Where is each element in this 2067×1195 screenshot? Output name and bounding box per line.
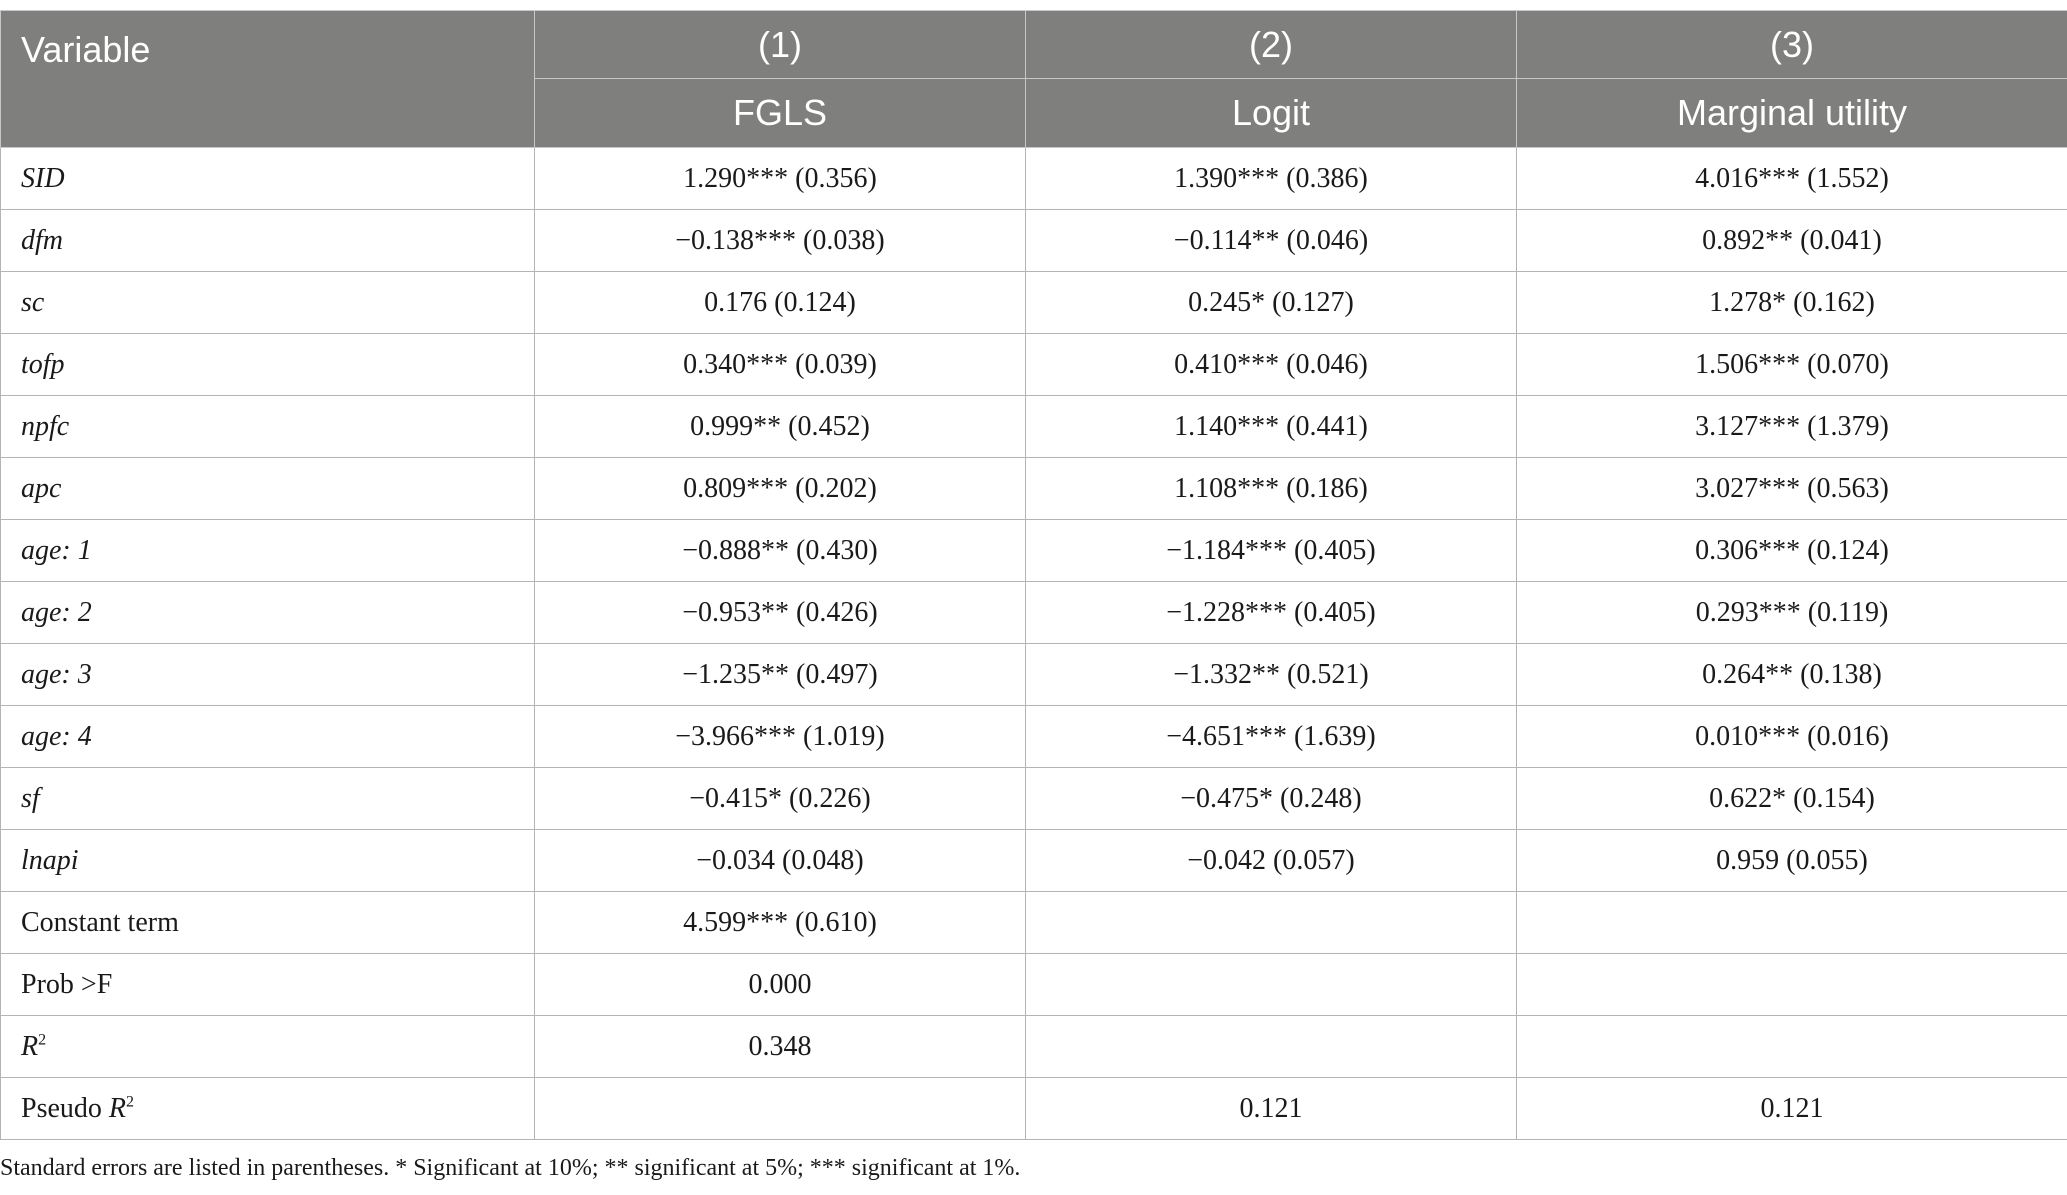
col-model-2: Logit xyxy=(1026,79,1517,148)
fgls-cell: 0.340*** (0.039) xyxy=(535,334,1026,396)
table-row xyxy=(1,644,2067,706)
logit-cell xyxy=(1026,954,1517,1016)
marginal-utility-cell: 0.622* (0.154) xyxy=(1517,768,2067,830)
col-model-3: Marginal utility xyxy=(1517,79,2067,148)
table-row xyxy=(1,458,2067,520)
table-header xyxy=(1,11,2067,148)
logit-cell: −4.651*** (1.639) xyxy=(1026,706,1517,768)
fgls-cell xyxy=(535,1078,1026,1140)
marginal-utility-cell: 0.264** (0.138) xyxy=(1517,644,2067,706)
marginal-utility-cell: 0.306*** (0.124) xyxy=(1517,520,2067,582)
r-symbol: R xyxy=(21,1030,39,1062)
variable-cell: Constant term xyxy=(1,892,535,954)
logit-cell: −0.042 (0.057) xyxy=(1026,830,1517,892)
variable-cell: age: 1 xyxy=(1,520,535,582)
table-row xyxy=(1,892,2067,954)
logit-cell: 0.121 xyxy=(1026,1078,1517,1140)
marginal-utility-cell: 4.016*** (1.552) xyxy=(1517,148,2067,210)
table-row-pseudo-r-squared xyxy=(1,1078,2067,1140)
variable-cell: apc xyxy=(1,458,535,520)
variable-cell: age: 3 xyxy=(1,644,535,706)
marginal-utility-cell: 0.293*** (0.119) xyxy=(1517,582,2067,644)
col-number-3: (3) xyxy=(1517,11,2067,79)
logit-cell xyxy=(1026,1016,1517,1078)
fgls-cell: −3.966*** (1.019) xyxy=(535,706,1026,768)
logit-cell: −1.228*** (0.405) xyxy=(1026,582,1517,644)
fgls-cell: 0.809*** (0.202) xyxy=(535,458,1026,520)
fgls-cell: 0.348 xyxy=(535,1016,1026,1078)
table-row-r-squared xyxy=(1,1016,2067,1078)
fgls-cell: 0.999** (0.452) xyxy=(535,396,1026,458)
col-model-1: FGLS xyxy=(535,79,1026,148)
fgls-cell: 4.599*** (0.610) xyxy=(535,892,1026,954)
regression-table xyxy=(0,10,2067,1140)
marginal-utility-cell: 0.959 (0.055) xyxy=(1517,830,2067,892)
table-body xyxy=(1,148,2067,1140)
logit-cell: −1.184*** (0.405) xyxy=(1026,520,1517,582)
table-row xyxy=(1,582,2067,644)
variable-cell: sc xyxy=(1,272,535,334)
logit-cell: 1.108*** (0.186) xyxy=(1026,458,1517,520)
logit-cell: 1.140*** (0.441) xyxy=(1026,396,1517,458)
marginal-utility-cell xyxy=(1517,954,2067,1016)
marginal-utility-cell: 3.127*** (1.379) xyxy=(1517,396,2067,458)
variable-cell xyxy=(1,1016,535,1078)
table-row xyxy=(1,272,2067,334)
fgls-cell: −0.034 (0.048) xyxy=(535,830,1026,892)
fgls-cell: −1.235** (0.497) xyxy=(535,644,1026,706)
col-number-2: (2) xyxy=(1026,11,1517,79)
superscript-two: 2 xyxy=(38,1031,47,1049)
table-row xyxy=(1,706,2067,768)
marginal-utility-cell xyxy=(1517,892,2067,954)
table-row xyxy=(1,210,2067,272)
table-row xyxy=(1,334,2067,396)
pseudo-prefix: Pseudo xyxy=(21,1092,109,1124)
table-footnote: Standard errors are listed in parentheses. * Significant at 10%; ** significant at 5%; *** significant at 1%. xyxy=(0,1155,1021,1181)
marginal-utility-cell: 1.278* (0.162) xyxy=(1517,272,2067,334)
logit-cell xyxy=(1026,892,1517,954)
variable-cell: Prob >F xyxy=(1,954,535,1016)
table-row xyxy=(1,768,2067,830)
fgls-cell: −0.415* (0.226) xyxy=(535,768,1026,830)
marginal-utility-cell: 3.027*** (0.563) xyxy=(1517,458,2067,520)
logit-cell: 0.245* (0.127) xyxy=(1026,272,1517,334)
col-number-1: (1) xyxy=(535,11,1026,79)
fgls-cell: −0.888** (0.430) xyxy=(535,520,1026,582)
r-symbol: R xyxy=(108,1092,127,1124)
variable-cell: SID xyxy=(1,148,535,210)
marginal-utility-cell: 0.010*** (0.016) xyxy=(1517,706,2067,768)
fgls-cell: −0.138*** (0.038) xyxy=(535,210,1026,272)
fgls-cell: 1.290*** (0.356) xyxy=(535,148,1026,210)
logit-cell: 0.410*** (0.046) xyxy=(1026,334,1517,396)
table-row xyxy=(1,830,2067,892)
variable-cell: sf xyxy=(1,768,535,830)
header-row-numbers xyxy=(1,11,2067,79)
table-row xyxy=(1,954,2067,1016)
marginal-utility-cell: 0.892** (0.041) xyxy=(1517,210,2067,272)
logit-cell: 1.390*** (0.386) xyxy=(1026,148,1517,210)
variable-cell: age: 4 xyxy=(1,706,535,768)
variable-cell: tofp xyxy=(1,334,535,396)
fgls-cell: 0.000 xyxy=(535,954,1026,1016)
logit-cell: −0.114** (0.046) xyxy=(1026,210,1517,272)
fgls-cell: −0.953** (0.426) xyxy=(535,582,1026,644)
variable-cell xyxy=(1,1078,535,1140)
marginal-utility-cell: 0.121 xyxy=(1517,1078,2067,1140)
logit-cell: −0.475* (0.248) xyxy=(1026,768,1517,830)
variable-cell: age: 2 xyxy=(1,582,535,644)
table-row xyxy=(1,148,2067,210)
variable-cell: dfm xyxy=(1,210,535,272)
fgls-cell: 0.176 (0.124) xyxy=(535,272,1026,334)
variable-cell: npfc xyxy=(1,396,535,458)
logit-cell: −1.332** (0.521) xyxy=(1026,644,1517,706)
table-row xyxy=(1,396,2067,458)
table-row xyxy=(1,520,2067,582)
marginal-utility-cell: 1.506*** (0.070) xyxy=(1517,334,2067,396)
superscript-two: 2 xyxy=(126,1093,135,1111)
marginal-utility-cell xyxy=(1517,1016,2067,1078)
variable-header: Variable xyxy=(1,11,535,148)
variable-cell: lnapi xyxy=(1,830,535,892)
